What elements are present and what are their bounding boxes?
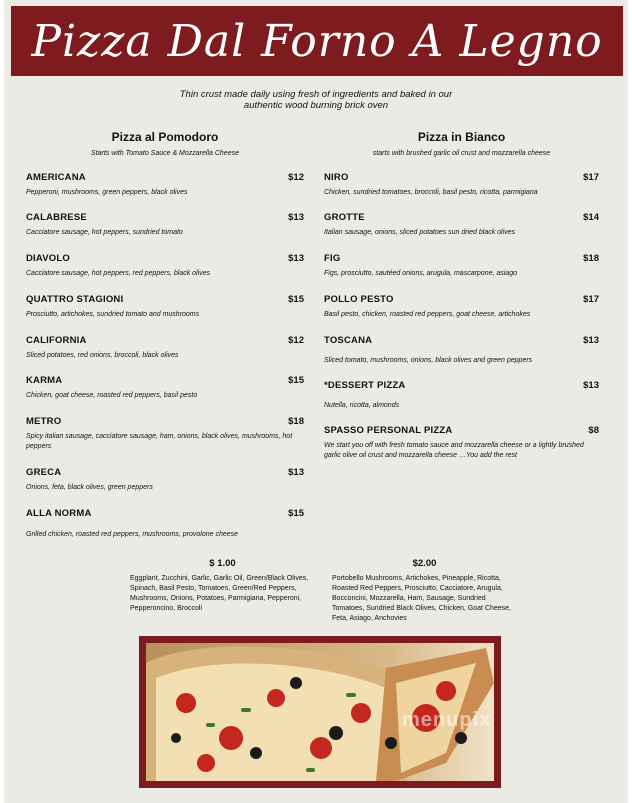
item-price: $15 <box>288 375 304 386</box>
item-description: Nutella, ricotta, almonds <box>324 402 400 409</box>
item-description: Prosciutto, artichokes, sundried tomato and mushrooms <box>26 311 200 318</box>
toppings-tier-1 <box>130 558 315 614</box>
toppings-list: Portobello Mushrooms, Artichokes, Pineapple, Ricotta, Roasted Red Peppers, Prosciutto, Cacciatore, Arugula, Bocconcini, Mozzarella, Ham, Sausage, Sundried Tomatoes, Sundried Black Olives, Chicken, Goat Cheese, Feta, Asiago, Anchovies <box>332 575 511 622</box>
menu-item <box>26 253 304 294</box>
watermark: menupix <box>402 709 492 731</box>
item-price: $12 <box>288 172 304 183</box>
menu-item <box>324 172 599 212</box>
menu-item <box>26 375 304 416</box>
menu-item <box>324 212 599 253</box>
item-price: $13 <box>288 253 304 264</box>
bianco-section <box>324 130 599 460</box>
menu-item <box>26 212 304 253</box>
item-price: $17 <box>583 172 599 183</box>
item-name: GRECA <box>26 467 62 478</box>
item-price: $18 <box>583 253 599 264</box>
item-name: KARMA <box>26 375 63 386</box>
item-price: $13 <box>288 467 304 478</box>
item-name: FIG <box>324 253 341 264</box>
section-subtitle: starts with brushed garlic oil crust and mozzarella cheese <box>372 150 551 157</box>
section-title: Pizza in Bianco <box>417 130 506 144</box>
pomodoro-section <box>26 130 304 548</box>
menu-item <box>324 253 599 294</box>
item-description: We start you off with fresh tomato sauce and mozzarella cheese or a lightly brushed garlic olive oil crust and mozzarella cheese …You add the rest <box>324 442 584 459</box>
menu-item <box>26 467 304 508</box>
item-name: POLLO PESTO <box>324 294 394 305</box>
item-description: Italian sausage, onions, sliced potatoes sun dried black olives <box>324 229 516 236</box>
section-title: Pizza al Pomodoro <box>111 130 219 144</box>
menu-page <box>4 0 628 803</box>
toppings-price: $2.00 <box>412 558 437 569</box>
menu-item <box>324 335 599 380</box>
item-price: $8 <box>588 425 599 436</box>
item-name: METRO <box>26 416 62 427</box>
item-name: SPASSO PERSONAL PIZZA <box>324 425 453 436</box>
item-price: $18 <box>288 416 304 427</box>
menu-item <box>26 294 304 335</box>
item-description: Basil pesto, chicken, roasted red peppers, goat cheese, artichokes <box>324 311 531 318</box>
item-name: DIAVOLO <box>26 253 70 264</box>
item-name: CALABRESE <box>26 212 87 223</box>
item-price: $15 <box>288 508 304 519</box>
menu-item <box>26 416 304 467</box>
item-name: TOSCANA <box>324 335 373 346</box>
item-description: Pepperoni, mushrooms, green peppers, black olives <box>26 189 188 196</box>
item-description: Spicy italian sausage, cacciatore sausage, ham, onions, black olives, mushrooms, hot peppers <box>26 433 293 450</box>
menu-item <box>26 172 304 212</box>
item-description: Cacciatore sausage, hot peppers, sundried tomato <box>26 229 183 236</box>
menu-item <box>324 425 599 460</box>
item-price: $13 <box>583 380 599 391</box>
section-subtitle: Starts with Tomato Sauce & Mozzarella Cheese <box>91 150 239 157</box>
item-description: Onions, feta, black olives, green peppers <box>26 484 153 491</box>
item-description: Sliced potatoes, red onions, broccoli, black olives <box>26 352 179 359</box>
item-description: Grilled chicken, roasted red peppers, mushrooms, provolone cheese <box>26 531 239 538</box>
toppings-tier-2 <box>332 558 517 624</box>
item-description: Figs, prosciutto, sautéed onions, arugula, mascarpone, asiago <box>324 270 518 277</box>
menu-item <box>26 335 304 375</box>
item-description: Chicken, sundried tomatoes, broccoli, basil pesto, ricotta, parmigiana <box>324 189 538 196</box>
item-description: Cacciatore sausage, hot peppers, red peppers, black olives <box>26 270 211 277</box>
item-name: *DESSERT PIZZA <box>324 380 406 391</box>
item-price: $15 <box>288 294 304 305</box>
menu-item <box>26 508 304 548</box>
item-name: ALLA NORMA <box>26 508 92 519</box>
item-name: AMERICANA <box>26 172 86 183</box>
tagline <box>4 89 628 111</box>
item-price: $13 <box>583 335 599 346</box>
header-banner <box>11 6 623 76</box>
item-price: $17 <box>583 294 599 305</box>
item-name: GROTTE <box>324 212 365 223</box>
item-name: NIRO <box>324 172 349 183</box>
tagline-line-2: authentic wood burning brick oven <box>243 100 389 111</box>
tagline-line-1: Thin crust made daily using fresh of ingredients and baked in our <box>179 89 453 100</box>
item-name: QUATTRO STAGIONI <box>26 294 124 305</box>
item-name: CALIFORNIA <box>26 335 87 346</box>
item-price: $12 <box>288 335 304 346</box>
restaurant-title: Pizza Dal Forno A Legno <box>31 15 603 67</box>
toppings-price: $ 1.00 <box>209 558 236 569</box>
menu-item <box>324 294 599 335</box>
item-description: Sliced tomato, mushrooms, onions, black olives and green peppers <box>324 357 533 364</box>
item-price: $14 <box>583 212 599 223</box>
menu-item <box>324 380 599 425</box>
item-description: Chicken, goat cheese, roasted red peppers, basil pesto <box>26 392 198 399</box>
item-price: $13 <box>288 212 304 223</box>
toppings-list: Eggplant, Zucchini, Garlic, Garlic Oil, Green/Black Olives, Spinach, Basil Pesto, Tomatoes, Green/Red Peppers, Mushrooms, Onions, Potatoes, Parmigiana, Pepperoni, Pepperoncino, Broccoli <box>130 575 309 612</box>
